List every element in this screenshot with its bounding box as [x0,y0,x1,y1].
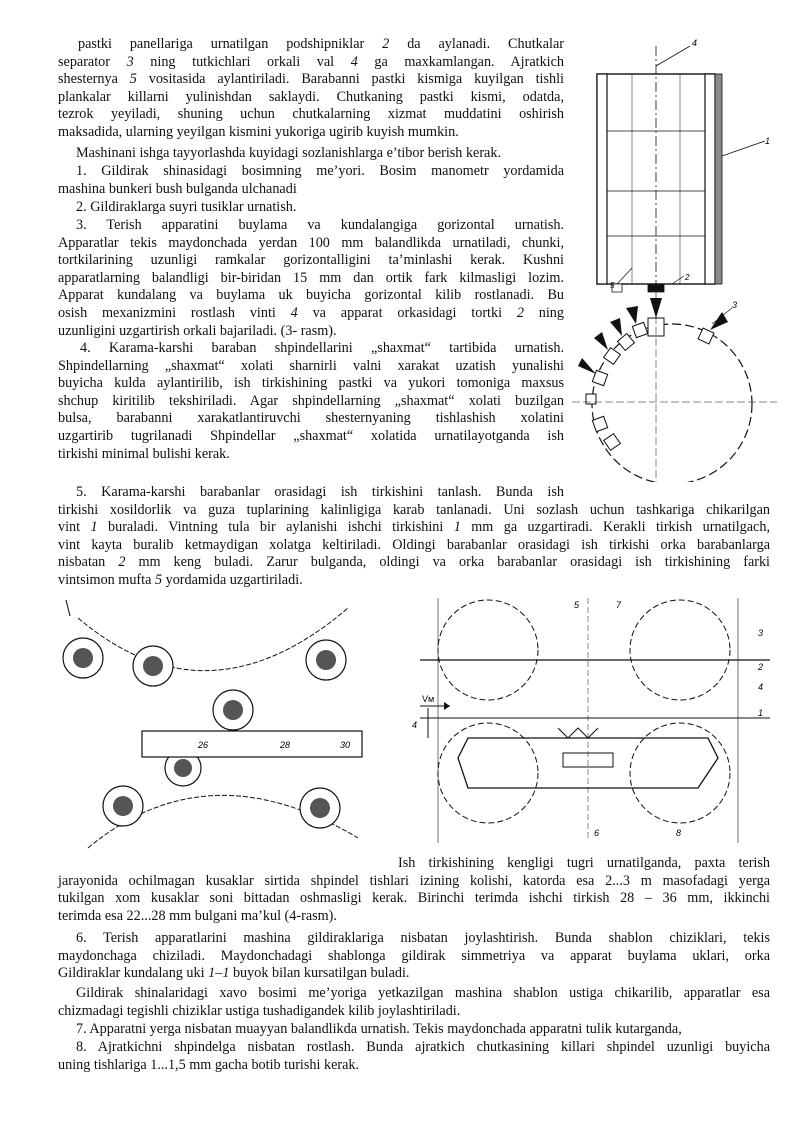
paragraph-item-1: 1. Gildirak shinasidagi bosimning me’yori. Bosim manometr yordamida mashina bunkeri bush bulganda ulchanadi [58,163,564,197]
fig-label-8: 8 [676,828,682,838]
figure-top-label-3: 3 [732,300,738,310]
fig-label-7: 7 [616,600,622,610]
velocity-label: Vм [422,694,435,704]
paragraph-item-5: 5. Karama-karshi barabanlar orasidagi ish tirkishini tanlash. Bunda ish tirkishi xosildorlik va guza tuplarining kalinligiga karab tanlanadi. Uni sozlash uchun tashkariga chikarilgan vint 1 buraladi. Vintning tula bir aylanishi ishchi tirkishini 1 mm ga uzgartiradi. Kerakli tirkish urnatilgach, vint kayta buralib ketmaydigan xolatga keltiriladi. Oldingi barabanlar orasidagi ish tirkishi orka barabanlarga nisbatan 2 mm keng buladi. Zarur bulganda, oldingi va orka barabanlar orasidagi ish tirkishining farki vintsimon mufta 5 yordamida uzgartiriladi. [58,484,770,588]
figure-spindle-gap-scheme [58,598,370,860]
scale-label-30: 30 [340,740,351,750]
paragraph-intro: pastki panellariga urnatilgan podshipniklar 2 da aylanadi. Chutkalar separator 3 ning tutkichlari orkali val 4 ga maxkamlangan. Ajratkich shesternya 5 vositasida aylantiriladi. Barabanni pastki kismiga kuyilgan tishli plankalar killarni yulinishdan saklaydi. Chutkaning pastki kismi, odatda, tezrok yeyiladi, shuning uchun chutkalarning xizmat muddatini oshirish maksadida, ularning yeyilgan kismini yukoriga ugirib kuyish mumkin. [58,36,564,140]
figure-machine-scheme [408,598,770,843]
paragraph-item-4: 4. Karama-karshi baraban shpindellarini „shaxmat“ tartibida urnatish. Shpindellarning „shaxmat“ xolati sharnirli valni xarakat uzatish yunalishi buyicha kulda aylantirilib, ish tirkishining pastki va yukori tomoniga maxsus shchup kiritilib tekshiriladi. Agar shpindellarning „shaxmat“ xolati buzilgan bulsa, barabanni xarakatlantiruvchi shesternyaning tishlashish xolatini uzgartirib tugrilanadi Shpindellar „shaxmat“ xolatida urnatilayotganda ish tirkishi minimal bulishi kerak. [58,340,564,462]
paragraph-item-7: 7. Apparatni yerga nisbatan muayyan balandlikda urnatish. Tekis maydonchada apparatni tulik kutarganda, [76,1021,682,1037]
paragraph-item-8: 8. Ajratkichni shpindelga nisbatan rostlash. Bunda ajratkich chutkasining killari shpindel uzunligi buyicha uning tishlariga 1...1,5 mm gacha botib turishi kerak. [58,1039,770,1073]
paragraph-item-3: 3. Terish apparatini buylama va kundalangiga gorizontal urnatish. Apparatlar tekis maydonchada yerdan 100 mm balandlikda urnatiladi, chunki, tortkilarining uzunligi ramkalar gorizontalligini ta’minlashi kerak. Kushni apparatlarning balandligi bir-biridan 15 mm dan ortik fark kilmasligi lozim. Apparat kundalang va buylama uk buyicha gorizontal kilib rostlanadi. Bu osish mexanizmini rostlash vinti 4 va apparat orkasidagi tortki 2 ning uzunligini uzgartirish orkali bajariladi. (3- rasm). [58,217,564,339]
figure-top-label-5: 5 [610,281,615,290]
scale-label-28: 28 [280,740,291,750]
fig-label-2: 2 [758,662,764,672]
paragraph-gap: Ish tirkishining kengligi tugri urnatilganda, paxta terish jarayonida ochilmagan kusaklar sirtida shpindel tishlari izining kolishi, katorda esa 2...3 m masofadagi yerga tukilgan xom kusaklar soni bittadan oshmasligi kerak. Birinchi terimda ishchi tirkish 28 – 36 mm, ikkinchi terimda esa 22...28 mm bulgani ma’kul (4-rasm). [58,855,770,924]
figure-drum-plan-view [572,294,777,482]
figure-top-label-1: 1 [765,136,771,146]
paragraph-item-6b: Gildirak shinalaridagi xavo bosimi me’yoriga yetkazilgan mashina shablon ustiga chikarilib, apparatlar esa chizmadagi tegishli chiziklar ustiga tushadigandek kilib joylashtiriladi. [58,985,770,1019]
figure-top-label-2: 2 [685,273,690,282]
scale-label-26: 26 [198,740,209,750]
paragraph-item-6: 6. Terish apparatlarini mashina gildiraklariga nisbatan joylashtirish. Bunda shablon chiziklari, tekis maydonchaga chiziladi. Maydonchadagi shablonga gildirak simmetriya va apparat buylama uklari, orka Gildiraklar kundalang uki 1–1 buyok bilan kursatilgan buladi. [58,930,770,982]
fig-label-1: 1 [758,708,764,718]
fig-label-6: 6 [594,828,600,838]
fig-label-5: 5 [574,600,580,610]
fig-label-4: 4 [758,682,764,692]
paragraph-item-2: 2. Gildiraklarga suyri tusiklar urnatish. [76,199,297,215]
paragraph-preparation: Mashinani ishga tayyorlashda kuyidagi sozlanishlarga e’tibor berish kerak. [76,145,501,161]
figure-left-label-4: 4 [412,720,418,730]
figure-top-label-4: 4 [692,38,698,48]
figure-drum-side-view [572,36,777,294]
fig-label-3: 3 [758,628,764,638]
